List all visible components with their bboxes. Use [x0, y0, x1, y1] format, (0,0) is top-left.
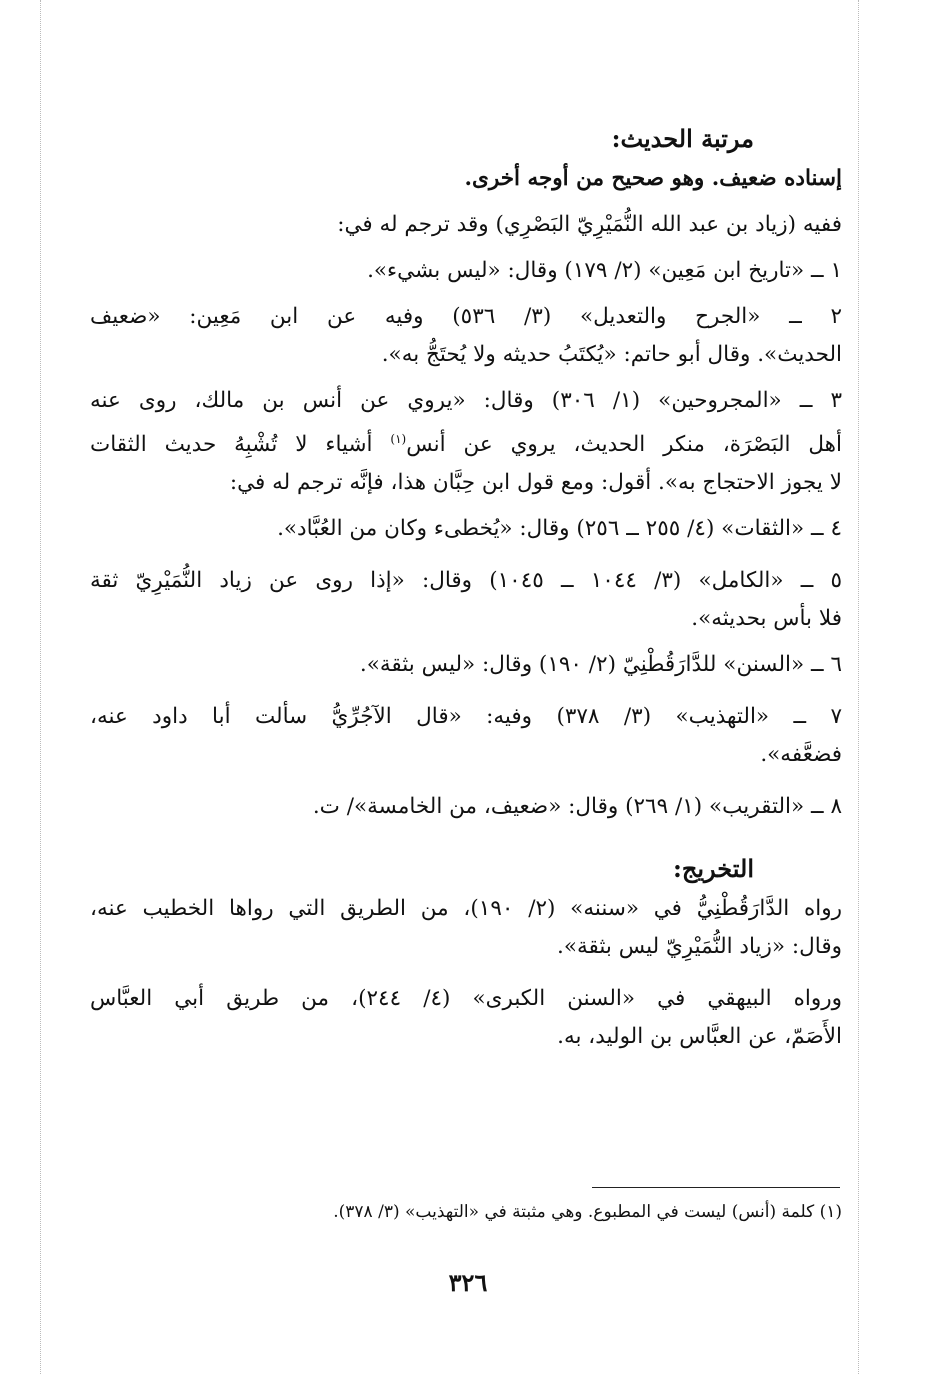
source-item-3-text-b: أشياء لا تُشْبِهُ حديث الثقات — [90, 432, 391, 458]
source-item-6: ٦ ــ «السنن» للدَّارَقُطْنِيّ (٢/ ١٩٠) وقال: «ليس بثقة». — [359, 652, 842, 678]
document-page — [90, 118, 842, 1056]
takhrij-para-2-line-1: ورواه البيهقي في «السنن الكبرى» (٤/ ٢٤٤)، من طريق أبي العبَّاس — [90, 986, 843, 1012]
source-item-3-line-2 — [90, 420, 842, 464]
right-margin-guide — [858, 0, 859, 1374]
source-item-7-line-2: فضعَّفه». — [760, 742, 842, 768]
source-item-8: ٨ ــ «التقريب» (١/ ٢٦٩) وقال: «ضعيف، من الخامسة»/ ت. — [312, 794, 842, 820]
footnote-marker: (١) — [390, 432, 407, 446]
source-item-7-line-1: ٧ ــ «التهذيب» (٣/ ٣٧٨) وفيه: «قال الآجُرِّيُّ سألت أبا داود عنه، — [90, 704, 842, 730]
source-item-1: ١ ــ «تاريخ ابن مَعِين» (٢/ ١٧٩) وقال: «ليس بشيء». — [367, 258, 842, 283]
footnote-separator — [592, 1187, 840, 1188]
source-item-2-line-1: ٢ ــ «الجرح والتعديل» (٣/ ٥٣٦) وفيه عن ابن مَعِين: «ضعيف — [90, 304, 843, 329]
source-item-3-line-1: ٣ ــ «المجروحين» (١/ ٣٠٦) وقال: «يروي عن أنس بن مالك، روى عنه — [90, 388, 842, 413]
heading-takhrij: التخريج: — [673, 854, 754, 884]
source-item-3-line-3: لا يجوز الاحتجاج به». أقول: ومع قول ابن حِبَّان هذا، فإنَّه ترجم له في: — [229, 470, 842, 496]
takhrij-para-2-line-2: الأَصَمّ، عن العبَّاس بن الوليد، به. — [557, 1024, 842, 1050]
source-item-3-text-a: أهل البَصْرَة، منكر الحديث، يروي عن أنس — [406, 432, 842, 458]
source-item-5-line-2: فلا بأس بحديثه». — [691, 606, 842, 632]
narrator-intro: ففيه (زياد بن عبد الله النُّمَيْرِيّ البَصْرِي) وقد ترجم له في: — [337, 212, 842, 237]
grade-verdict: إسناده ضعيف. وهو صحيح من أوجه أخرى. — [464, 166, 842, 191]
source-item-4: ٤ ــ «الثقات» (٤/ ٢٥٥ ــ ٢٥٦) وقال: «يُخطىء وكان من العُبَّاد». — [277, 516, 842, 542]
takhrij-para-1-line-2: وقال: «زياد النُّمَيْرِيّ ليس بثقة». — [557, 934, 842, 960]
source-item-2-line-2: الحديث». وقال أبو حاتم: «يُكتَبُ حديثه ولا يُحتَجُّ به». — [381, 342, 842, 367]
page-number: ٣٢٦ — [448, 1268, 488, 1297]
takhrij-para-1-line-1: رواه الدَّارَقُطْنِيُّ في «سننه» (٢/ ١٩٠)، من الطريق التي رواها الخطيب عنه، — [90, 896, 842, 922]
left-margin-guide — [40, 0, 41, 1374]
source-item-5-line-1: ٥ ــ «الكامل» (٣/ ١٠٤٤ ــ ١٠٤٥) وقال: «إذا روى عن زياد النُّمَيْرِيّ ثقة — [90, 568, 843, 594]
footnote: (١) كلمة (أنس) ليست في المطبوع. وهي مثبتة في «التهذيب» (٣/ ٣٧٨). — [333, 1202, 842, 1222]
heading-hadith-grade: مرتبة الحديث: — [611, 124, 754, 153]
